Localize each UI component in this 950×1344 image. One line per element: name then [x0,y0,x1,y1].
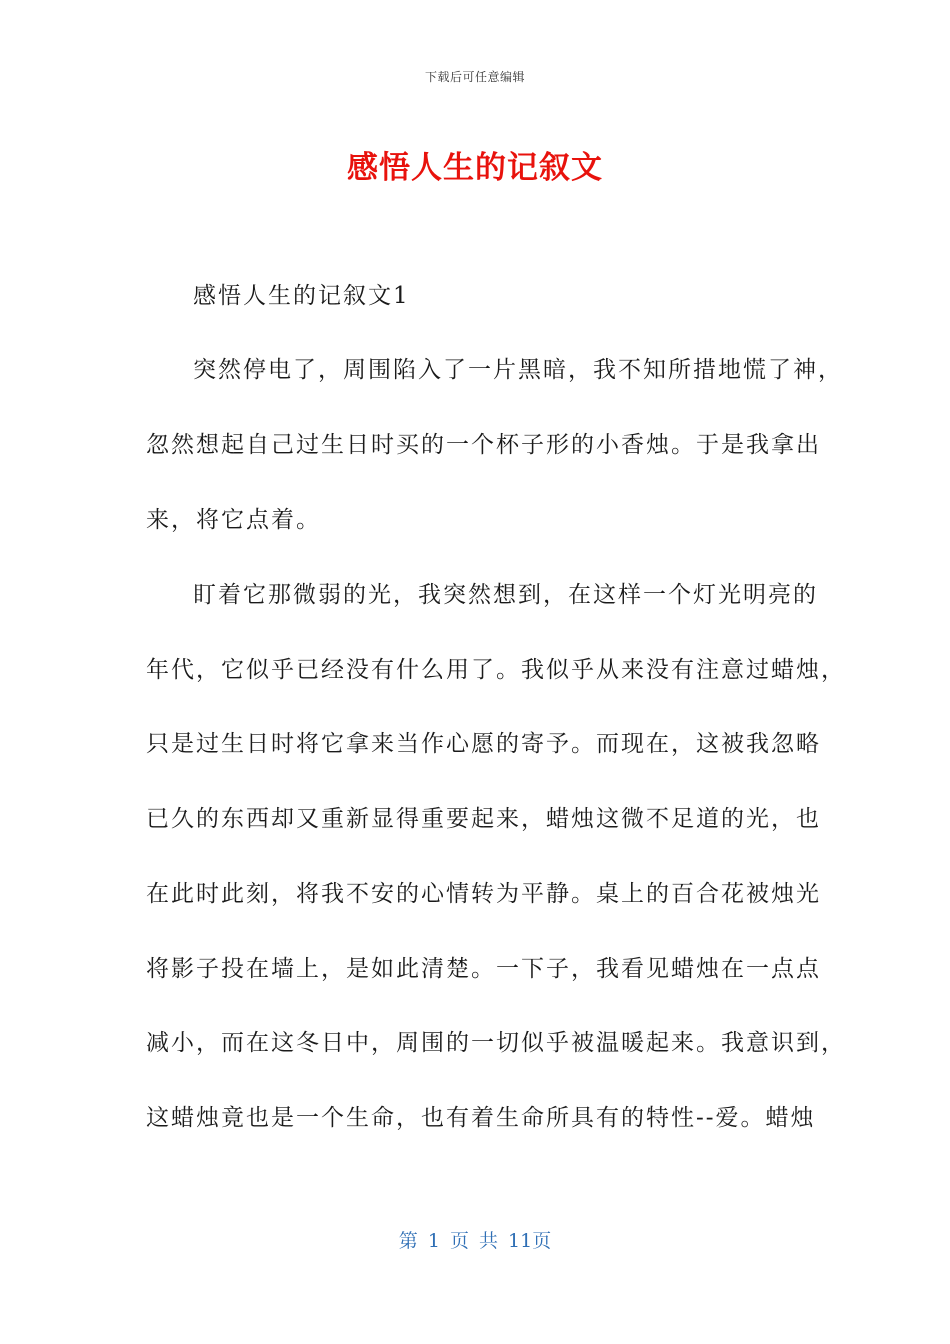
paragraph-line: 忽然想起自己过生日时买的一个杯子形的小香烛。于是我拿出 [146,432,821,458]
section-heading: 感悟人生的记叙文1 [193,283,410,309]
paragraph-line: 来，将它点着。 [146,507,321,533]
paragraph-line: 已久的东西却又重新显得重要起来，蜡烛这微不足道的光，也 [146,806,821,832]
paragraph-line: 突然停电了，周围陷入了一片黑暗，我不知所措地慌了神， [193,357,843,383]
paragraph-line: 这蜡烛竟也是一个生命，也有着生命所具有的特性--爱。蜡烛 [146,1105,816,1131]
paragraph-line: 盯着它那微弱的光，我突然想到，在这样一个灯光明亮的 [193,582,818,608]
document-title: 感悟人生的记叙文 [347,150,603,186]
paragraph-line: 只是过生日时将它拿来当作心愿的寄予。而现在，这被我忽略 [146,731,821,757]
paragraph-line: 在此时此刻，将我不安的心情转为平静。桌上的百合花被烛光 [146,881,821,907]
page-header-note: 下载后可任意编辑 [424,70,525,84]
paragraph-line: 年代，它似乎已经没有什么用了。我似乎从来没有注意过蜡烛， [146,657,846,683]
paragraph-line: 将影子投在墙上，是如此清楚。一下子，我看见蜡烛在一点点 [146,956,821,982]
paragraph-line: 减小，而在这冬日中，周围的一切似乎被温暖起来。我意识到， [146,1030,846,1056]
page-number: 第 1 页 共 11页 [398,1230,552,1252]
